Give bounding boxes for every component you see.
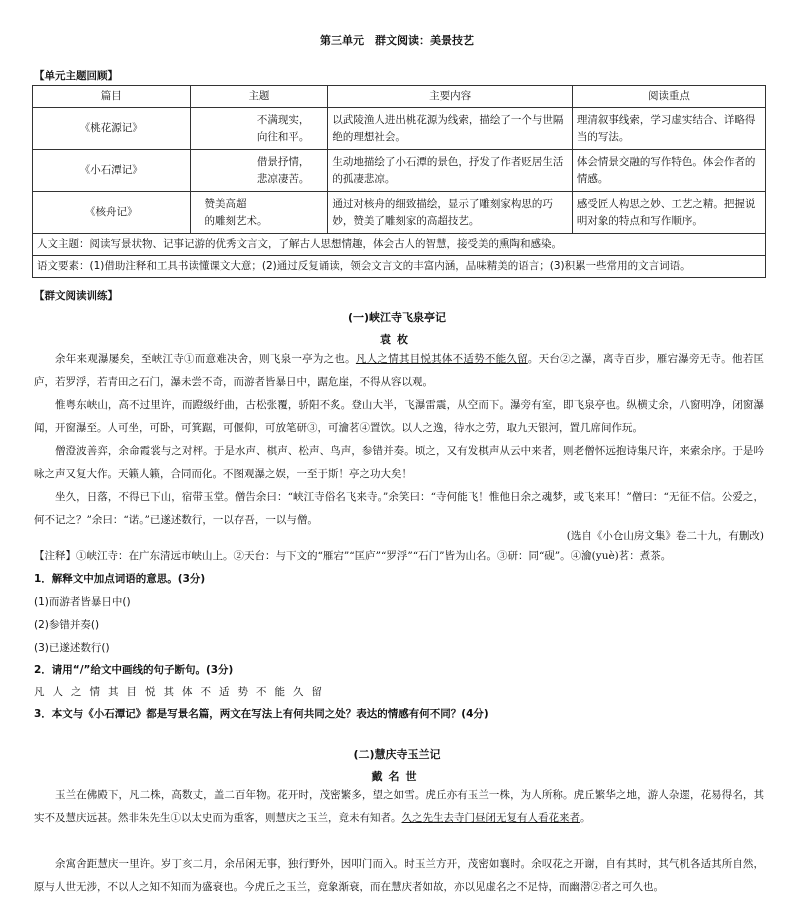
question-3: 3．本文与《小石潭记》都是写景名篇，两文在写法上有何共同之处？表达的情感有何不同？(4分) — [34, 708, 489, 720]
question-2-sentence: 凡人之情其目悦其体不适势不能久留 — [34, 686, 330, 698]
underlined-sentence-2: 久之先生去寺门昼闭无复有人看花来者 — [401, 812, 580, 824]
essay2-title: (二)慧庆寺玉兰记 — [353, 748, 441, 761]
row-content: 以武陵渔人进出桃花源为线索，描绘了一个与世隔绝的理想社会。 — [328, 108, 572, 150]
humanities-theme: 人文主题：阅读写景状物、记事记游的优秀文言文，了解古人思想情趣，体会古人的智慧，接受美的熏陶和感染。 — [33, 234, 766, 256]
header-title: 篇目 — [33, 86, 191, 108]
row-focus: 体会情景交融的写作特色。体会作者的情感。 — [572, 150, 765, 192]
table-row — [33, 192, 766, 234]
language-elements: 语文要素：(1)借助注释和工具书读懂课文大意；(2)通过反复诵读，领会文言文的丰富内涵，品味精美的语言；(3)积累一些常用的文言词语。 — [33, 256, 766, 278]
table-row — [33, 108, 766, 150]
row-focus: 理清叙事线索，学习虚实结合、详略得当的写法。 — [572, 108, 765, 150]
theme-line-1: 不满现实， — [256, 113, 310, 126]
row-title: 《小石潭记》 — [33, 150, 191, 192]
essay1-author: 袁枚 — [380, 333, 414, 346]
theme-line-1: 赞美高超 — [204, 197, 247, 210]
essay1-title: (一)峡江寺飞泉亭记 — [347, 311, 447, 324]
review-section-header: 【单元主题回顾】 — [34, 70, 118, 82]
row-theme — [190, 108, 328, 150]
essay1-p1-end: 。天台②之瀑，离寺百步，雁宕瀑旁无寺。他若匡庐，若罗浮，若青田之石门，瀑未尝不奇，而游者皆暴日中，踞危崖，不得从容以观。 — [34, 353, 764, 388]
page-title: 第三单元 群文阅读：美景技艺 — [320, 34, 474, 47]
header-theme: 主题 — [190, 86, 328, 108]
header-focus: 阅读重点 — [572, 86, 765, 108]
essay2-p1-start: 玉兰在佛殿下，凡二株，高数丈，盖二百年物。花开时，茂密繁多，望之如雪。虎丘亦有玉兰一株，为人所称。虎丘繁华之地，游人杂遝，花易得名，其实不及慧庆远甚。然非朱先生①以太史而为重客，则慧庆之玉兰，竟未有知者。 — [34, 789, 764, 824]
theme-line-2: 悲凉凄苦。 — [256, 172, 310, 185]
theme-line-1: 借景抒情， — [256, 155, 310, 168]
row-content: 生动地描绘了小石潭的景色，抒发了作者贬居生活的孤凄悲凉。 — [328, 150, 572, 192]
underlined-sentence: 凡人之情其目悦其体不适势不能久留 — [355, 353, 528, 365]
humanities-row — [33, 234, 766, 256]
essay1-paragraph-4: 坐久，日落，不得已下山，宿带玉堂。僧告余曰：“峡江寺俗名飞来寺。”余笑曰：“寺何能飞！惟他日余之魂梦，或飞来耳！”僧曰：“无征不信。公爱之，何不记之？”余曰：“诺。”已遂述数行，一以存吾，一以与僧。 — [34, 491, 764, 526]
essay1-paragraph-2: 惟粤东峡山，高不过里许，而蹬级纡曲，古松张覆，骄阳不炙。登山大半，飞瀑雷震，从空而下。瀑旁有室，即飞泉亭也。纵横丈余，八窗明净，闭窗瀑闻，开窗瀑至。人可坐，可卧，可箕踞，可偃仰，可放笔研③，可瀹茗④置饮。以人之逸，待水之劳，取九天银河，置几席间作玩。 — [34, 399, 764, 434]
question-1-item-1: (1)而游者皆暴日中() — [34, 596, 131, 608]
essay2-paragraph-1 — [34, 784, 764, 830]
annotations: 【注释】①峡江寺：在广东清远市峡山上。②天台：与下文的“雁宕”“匡庐”“罗浮”“石门”皆为山名。③研：同“砚”。④瀹(yuè)茗：煮茶。 — [34, 550, 672, 562]
essay1-source: (选自《小仓山房文集》卷二十九，有删改) — [566, 530, 764, 542]
header-content: 主要内容 — [328, 86, 572, 108]
essay1-paragraph-3: 僧澄波善弈，余命霞裳与之对枰。于是水声、棋声、松声、鸟声，参错并奏。顷之，又有发棋声从云中来者，则老僧怀远抱诗集尺许，来索余序。于是吟咏之声又复大作。天籁人籁，合同而化。不图观瀑之娱，一至于斯！亭之功大矣！ — [34, 445, 764, 480]
row-title: 《桃花源记》 — [33, 108, 191, 150]
unit-review-table — [32, 85, 766, 278]
question-1-item-2: (2)参错并奏() — [34, 619, 100, 631]
question-1-item-3: (3)已遂述数行() — [34, 642, 110, 654]
theme-line-2: 的雕刻艺术。 — [204, 214, 268, 227]
row-title: 《核舟记》 — [33, 192, 191, 234]
essay2-author: 戴名世 — [371, 770, 423, 783]
table-row — [33, 150, 766, 192]
row-focus: 感受匠人构思之妙、工艺之精。把握说明对象的特点和写作顺序。 — [572, 192, 765, 234]
essay1-p1-start: 余年来观瀑屡矣，至峡江寺①而意难决舍，则飞泉一亭为之也。 — [55, 353, 356, 365]
essay2-paragraph-2: 余寓舍距慧庆一里许。岁丁亥二月，余吊闲无事，独行野外，因叩门而入。时玉兰方开，茂密如襄时。余叹花之开谢，自有其时，其气机各适其所自然，原与人世无涉，不以人之知不知而为盛衰也。今虎丘之玉兰，竟象渐衰，而在慧庆者如故，亦以见虚名之不足恃，而幽潜②者之可久也。 — [34, 858, 764, 893]
essay1-paragraph-1 — [34, 348, 764, 394]
row-content: 通过对核舟的细致描绘，显示了雕刻家构思的巧妙，赞美了雕刻家的高超技艺。 — [328, 192, 572, 234]
question-1: 1．解释文中加点词语的意思。(3分) — [34, 573, 206, 585]
row-theme — [190, 150, 328, 192]
training-section-header: 【群文阅读训练】 — [34, 290, 118, 302]
row-theme — [190, 192, 328, 234]
table-header-row — [33, 86, 766, 108]
question-2: 2．请用“/”给文中画线的句子断句。(3分) — [34, 664, 234, 676]
theme-line-2: 向往和平。 — [256, 130, 310, 143]
language-row — [33, 256, 766, 278]
essay2-p1-end: 。 — [580, 812, 591, 824]
